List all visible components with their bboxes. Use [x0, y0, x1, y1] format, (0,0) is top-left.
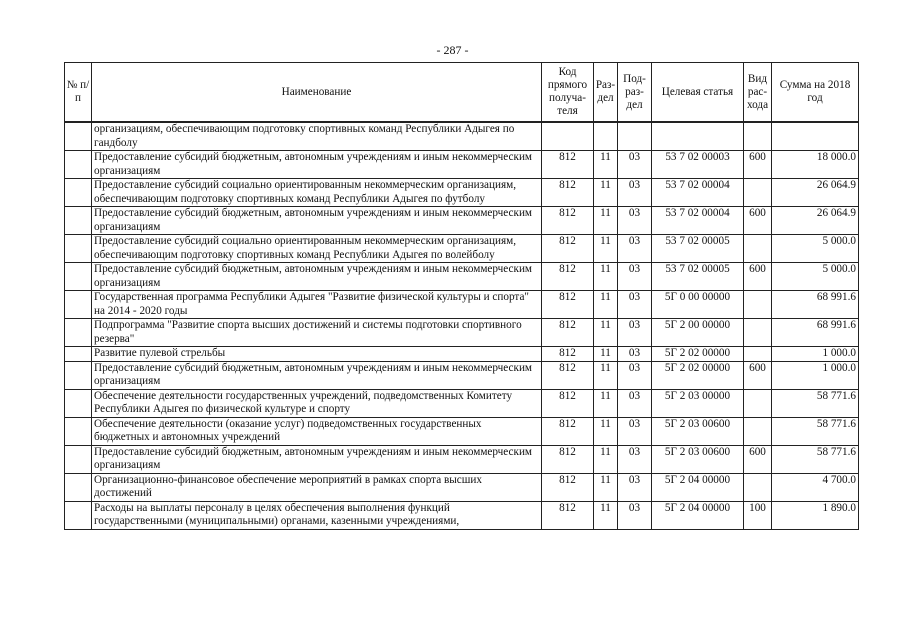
cell-num — [65, 501, 92, 529]
cell-exp-type — [744, 417, 772, 445]
cell-name: Подпрограмма "Развитие спорта высших достижений и системы подготовки спортивного резерва" — [92, 319, 542, 347]
cell-name: Предоставление субсидий социально ориентированным некоммерческим организациям, обеспечивающим подготовку спортивных команд Республики Адыгея по волейболу — [92, 235, 542, 263]
cell-subsection — [618, 122, 652, 151]
cell-num — [65, 122, 92, 151]
header-num: № п/п — [65, 63, 92, 123]
cell-code: 812 — [542, 389, 594, 417]
cell-code: 812 — [542, 361, 594, 389]
cell-section: 11 — [594, 235, 618, 263]
cell-subsection: 03 — [618, 361, 652, 389]
table-row — [65, 235, 859, 263]
cell-target: 53 7 02 00003 — [652, 151, 744, 179]
cell-target: 5Г 2 00 00000 — [652, 319, 744, 347]
cell-exp-type — [744, 122, 772, 151]
cell-num — [65, 319, 92, 347]
cell-subsection: 03 — [618, 179, 652, 207]
header-subsection: Под-раз-дел — [618, 63, 652, 123]
cell-sum: 4 700.0 — [772, 473, 859, 501]
cell-sum: 26 064.9 — [772, 207, 859, 235]
cell-num — [65, 291, 92, 319]
cell-target: 5Г 2 04 00000 — [652, 473, 744, 501]
table-row — [65, 501, 859, 529]
cell-sum: 68 991.6 — [772, 291, 859, 319]
cell-sum — [772, 122, 859, 151]
cell-target: 53 7 02 00005 — [652, 263, 744, 291]
cell-section: 11 — [594, 347, 618, 362]
cell-exp-type: 600 — [744, 263, 772, 291]
cell-subsection: 03 — [618, 473, 652, 501]
cell-target: 53 7 02 00004 — [652, 179, 744, 207]
table-row — [65, 179, 859, 207]
cell-name: Предоставление субсидий бюджетным, автономным учреждениям и иным некоммерческим организациям — [92, 361, 542, 389]
cell-subsection: 03 — [618, 235, 652, 263]
cell-subsection: 03 — [618, 291, 652, 319]
header-target: Целевая статья — [652, 63, 744, 123]
cell-target: 5Г 2 03 00000 — [652, 389, 744, 417]
cell-section: 11 — [594, 207, 618, 235]
cell-code: 812 — [542, 207, 594, 235]
cell-sum: 26 064.9 — [772, 179, 859, 207]
cell-subsection: 03 — [618, 151, 652, 179]
cell-code: 812 — [542, 263, 594, 291]
cell-section: 11 — [594, 291, 618, 319]
cell-code: 812 — [542, 347, 594, 362]
table-row — [65, 291, 859, 319]
cell-name: Обеспечение деятельности государственных учреждений, подведомственных Комитету Республики Адыгея по физической культуре и спорту — [92, 389, 542, 417]
cell-code: 812 — [542, 417, 594, 445]
cell-num — [65, 347, 92, 362]
cell-name: Предоставление субсидий бюджетным, автономным учреждениям и иным некоммерческим организациям — [92, 445, 542, 473]
table-row — [65, 207, 859, 235]
cell-num — [65, 361, 92, 389]
table-row — [65, 361, 859, 389]
cell-exp-type: 600 — [744, 151, 772, 179]
cell-subsection: 03 — [618, 389, 652, 417]
cell-exp-type — [744, 235, 772, 263]
cell-section — [594, 122, 618, 151]
cell-exp-type — [744, 291, 772, 319]
cell-exp-type: 600 — [744, 361, 772, 389]
cell-num — [65, 263, 92, 291]
cell-name: Предоставление субсидий социально ориентированным некоммерческим организациям, обеспечивающим подготовку спортивных команд Республики Адыгея по футболу — [92, 179, 542, 207]
cell-sum: 1 890.0 — [772, 501, 859, 529]
cell-num — [65, 235, 92, 263]
cell-sum: 5 000.0 — [772, 263, 859, 291]
table-row — [65, 122, 859, 151]
cell-subsection: 03 — [618, 417, 652, 445]
cell-section: 11 — [594, 151, 618, 179]
cell-section: 11 — [594, 473, 618, 501]
table-row — [65, 319, 859, 347]
cell-subsection: 03 — [618, 501, 652, 529]
cell-sum: 58 771.6 — [772, 389, 859, 417]
cell-target: 53 7 02 00005 — [652, 235, 744, 263]
cell-num — [65, 389, 92, 417]
cell-num — [65, 417, 92, 445]
cell-section: 11 — [594, 179, 618, 207]
table-row — [65, 417, 859, 445]
header-name: Наименование — [92, 63, 542, 123]
cell-section: 11 — [594, 361, 618, 389]
cell-exp-type: 600 — [744, 445, 772, 473]
page-number: - 287 - — [436, 43, 469, 57]
cell-target: 5Г 0 00 00000 — [652, 291, 744, 319]
cell-code: 812 — [542, 291, 594, 319]
header-sum: Сумма на 2018 год — [772, 63, 859, 123]
cell-name: Развитие пулевой стрельбы — [92, 347, 542, 362]
table-body — [65, 122, 859, 529]
cell-code: 812 — [542, 179, 594, 207]
cell-code: 812 — [542, 151, 594, 179]
cell-name: Государственная программа Республики Адыгея "Развитие физической культуры и спорта" на 2014 - 2020 годы — [92, 291, 542, 319]
cell-target: 53 7 02 00004 — [652, 207, 744, 235]
table-row — [65, 347, 859, 362]
cell-target: 5Г 2 02 00000 — [652, 347, 744, 362]
cell-exp-type: 100 — [744, 501, 772, 529]
cell-section: 11 — [594, 417, 618, 445]
cell-sum: 1 000.0 — [772, 347, 859, 362]
cell-target: 5Г 2 02 00000 — [652, 361, 744, 389]
cell-section: 11 — [594, 445, 618, 473]
cell-name: Предоставление субсидий бюджетным, автономным учреждениям и иным некоммерческим организациям — [92, 151, 542, 179]
cell-name: Предоставление субсидий бюджетным, автономным учреждениям и иным некоммерческим организациям — [92, 207, 542, 235]
table-row — [65, 263, 859, 291]
cell-name: организациям, обеспечивающим подготовку спортивных команд Республики Адыгея по гандболу — [92, 122, 542, 151]
cell-name: Предоставление субсидий бюджетным, автономным учреждениям и иным некоммерческим организациям — [92, 263, 542, 291]
cell-section: 11 — [594, 319, 618, 347]
header-code: Код прямого получа-теля — [542, 63, 594, 123]
cell-name: Обеспечение деятельности (оказание услуг) подведомственных государственных бюджетных и автономных учреждений — [92, 417, 542, 445]
cell-target — [652, 122, 744, 151]
table-header-row — [65, 63, 859, 123]
cell-code: 812 — [542, 235, 594, 263]
table-row — [65, 445, 859, 473]
cell-code: 812 — [542, 501, 594, 529]
cell-exp-type — [744, 179, 772, 207]
cell-subsection: 03 — [618, 445, 652, 473]
table-row — [65, 473, 859, 501]
cell-target: 5Г 2 04 00000 — [652, 501, 744, 529]
cell-num — [65, 179, 92, 207]
cell-exp-type — [744, 319, 772, 347]
cell-sum: 58 771.6 — [772, 417, 859, 445]
table-row — [65, 389, 859, 417]
header-exp-type: Вид рас-хода — [744, 63, 772, 123]
cell-subsection: 03 — [618, 207, 652, 235]
cell-code: 812 — [542, 473, 594, 501]
cell-sum: 1 000.0 — [772, 361, 859, 389]
cell-exp-type — [744, 389, 772, 417]
header-section: Раз-дел — [594, 63, 618, 123]
cell-sum: 68 991.6 — [772, 319, 859, 347]
cell-target: 5Г 2 03 00600 — [652, 417, 744, 445]
cell-name: Расходы на выплаты персоналу в целях обеспечения выполнения функций государственными (муниципальными) органами, казенными учреждениями, — [92, 501, 542, 529]
table-row — [65, 151, 859, 179]
budget-table — [64, 62, 859, 530]
cell-sum: 18 000.0 — [772, 151, 859, 179]
cell-target: 5Г 2 03 00600 — [652, 445, 744, 473]
cell-subsection: 03 — [618, 347, 652, 362]
cell-sum: 5 000.0 — [772, 235, 859, 263]
cell-section: 11 — [594, 389, 618, 417]
cell-exp-type — [744, 473, 772, 501]
cell-num — [65, 445, 92, 473]
cell-code: 812 — [542, 319, 594, 347]
cell-subsection: 03 — [618, 319, 652, 347]
cell-num — [65, 207, 92, 235]
cell-sum: 58 771.6 — [772, 445, 859, 473]
cell-exp-type — [744, 347, 772, 362]
cell-section: 11 — [594, 263, 618, 291]
cell-subsection: 03 — [618, 263, 652, 291]
cell-section: 11 — [594, 501, 618, 529]
cell-num — [65, 473, 92, 501]
cell-code: 812 — [542, 445, 594, 473]
cell-num — [65, 151, 92, 179]
cell-name: Организационно-финансовое обеспечение мероприятий в рамках спорта высших достижений — [92, 473, 542, 501]
cell-code — [542, 122, 594, 151]
cell-exp-type: 600 — [744, 207, 772, 235]
